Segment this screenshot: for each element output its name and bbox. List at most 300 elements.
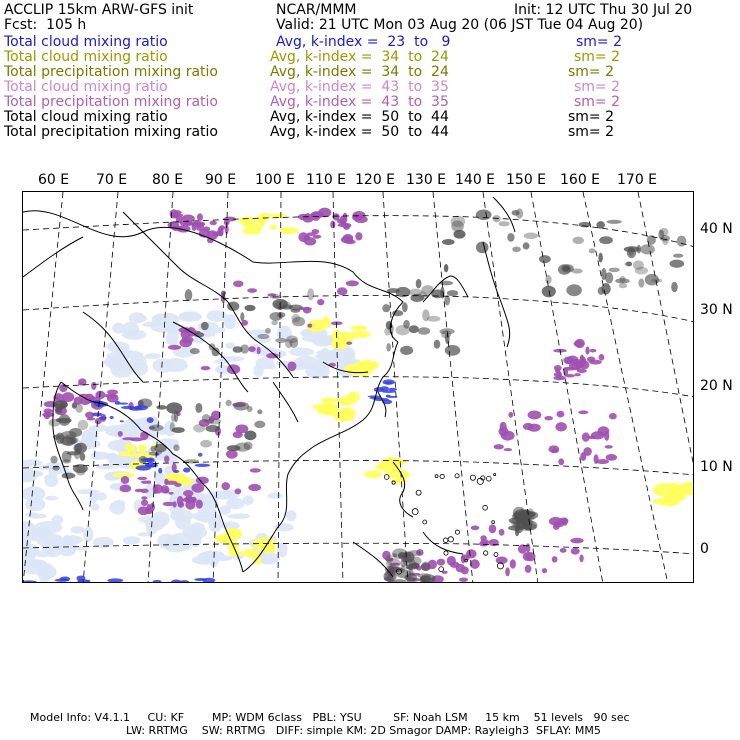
upper-cloud-blob	[505, 567, 510, 576]
legend-variable: Total cloud mixing ratio	[4, 34, 168, 50]
upper-cloud-blob	[499, 529, 505, 536]
light-field-blob	[113, 500, 125, 506]
legend-kindex: Avg, k-index = 50 to 44	[270, 109, 449, 125]
light-field-blob	[226, 498, 245, 509]
island-outline	[470, 475, 475, 480]
island-outline	[492, 521, 495, 524]
low-cloud-streak	[195, 464, 211, 467]
mid-cloud-blob	[332, 333, 339, 338]
legend-variable: Total precipitation mixing ratio	[4, 124, 218, 140]
deep-cloud-blob	[673, 254, 683, 258]
deep-cloud-blob	[291, 308, 301, 312]
upper-cloud-blob	[192, 221, 206, 227]
deep-cloud-blob	[285, 339, 293, 348]
graticule-line	[23, 543, 694, 554]
island-outline	[412, 509, 418, 515]
upper-cloud-blob	[570, 538, 583, 544]
deep-cloud-blob	[50, 456, 57, 464]
upper-cloud-blob	[191, 497, 196, 504]
mid-cloud-blob	[668, 488, 678, 494]
upper-cloud-blob	[504, 448, 513, 451]
upper-cloud-blob	[341, 223, 351, 228]
deep-cloud-blob	[606, 220, 621, 224]
mid-cloud-blob	[118, 452, 136, 456]
mid-cloud-blob	[375, 464, 389, 470]
upper-cloud-blob	[118, 431, 123, 437]
latitude-label: 40 N	[700, 221, 733, 237]
upper-cloud-blob	[585, 346, 589, 354]
deep-cloud-blob	[476, 242, 489, 254]
legend-kindex: Avg, k-index = 23 to 9	[276, 34, 451, 50]
deep-cloud-blob	[75, 443, 87, 454]
deep-cloud-blob	[54, 403, 63, 413]
low-cloud-streak	[183, 468, 190, 473]
legend-variable: Total cloud mixing ratio	[4, 49, 168, 65]
deep-cloud-blob	[240, 312, 244, 321]
light-field-blob	[289, 347, 314, 356]
graticule-line	[23, 295, 694, 322]
deep-cloud-blob	[571, 268, 582, 273]
mid-cloud-blob	[270, 225, 278, 230]
deep-cloud-blob	[498, 221, 509, 226]
upper-cloud-blob	[62, 392, 74, 402]
upper-cloud-blob	[287, 361, 296, 371]
upper-cloud-blob	[169, 492, 174, 495]
upper-cloud-blob	[459, 577, 468, 581]
deep-cloud-blob	[49, 419, 61, 427]
coastline	[23, 237, 83, 277]
low-cloud-streak	[92, 412, 102, 416]
upper-cloud-blob	[352, 214, 362, 220]
island-outline	[443, 538, 448, 543]
low-cloud-streak	[198, 453, 203, 457]
light-field-blob	[130, 354, 147, 367]
low-cloud-streak	[129, 407, 142, 411]
upper-cloud-blob	[235, 488, 242, 494]
deep-cloud-blob	[670, 260, 685, 268]
upper-cloud-blob	[523, 423, 534, 430]
coastline	[423, 532, 463, 554]
upper-cloud-blob	[303, 307, 311, 314]
upper-cloud-blob	[130, 437, 144, 441]
mid-cloud-blob	[337, 332, 355, 343]
light-field-blob	[164, 358, 188, 372]
deep-cloud-blob	[62, 459, 71, 463]
deep-cloud-blob	[658, 230, 664, 240]
mid-cloud-blob	[243, 220, 254, 229]
upper-cloud-blob	[580, 452, 586, 461]
deep-cloud-blob	[386, 558, 400, 568]
upper-cloud-blob	[596, 459, 609, 464]
light-field-blob	[122, 329, 147, 340]
upper-cloud-blob	[599, 354, 605, 361]
upper-cloud-blob	[542, 568, 547, 573]
island-outline	[440, 474, 444, 478]
upper-cloud-blob	[557, 371, 562, 379]
upper-cloud-blob	[207, 230, 218, 240]
mid-cloud-blob	[333, 411, 352, 422]
upper-cloud-blob	[528, 410, 542, 419]
light-field-blob	[198, 507, 216, 517]
deep-cloud-blob	[62, 473, 76, 479]
legend-variable: Total cloud mixing ratio	[4, 109, 168, 125]
deep-cloud-blob	[166, 402, 182, 413]
longitude-label: 150 E	[506, 172, 547, 188]
upper-cloud-blob	[494, 444, 504, 449]
upper-cloud-blob	[341, 236, 353, 243]
upper-cloud-blob	[479, 541, 488, 546]
deep-cloud-blob	[235, 442, 250, 451]
upper-cloud-blob	[183, 490, 194, 497]
deep-cloud-blob	[434, 340, 441, 349]
upper-cloud-blob	[544, 416, 553, 420]
light-field-blob	[91, 503, 99, 511]
longitude-label: 110 E	[306, 172, 347, 188]
deep-cloud-blob	[671, 282, 678, 292]
longitude-label: 60 E	[38, 172, 70, 188]
deep-cloud-blob	[516, 208, 523, 218]
light-field-blob	[123, 536, 141, 544]
low-cloud-streak	[115, 401, 121, 405]
deep-cloud-blob	[421, 562, 430, 572]
deep-cloud-blob	[524, 233, 538, 240]
light-field-blob	[274, 523, 294, 531]
upper-cloud-blob	[554, 522, 565, 528]
deep-cloud-blob	[511, 517, 521, 529]
deep-cloud-blob	[445, 345, 460, 356]
island-outline	[494, 474, 496, 476]
light-field-blob	[36, 526, 52, 540]
forecast-map	[22, 191, 694, 583]
upper-cloud-blob	[164, 455, 169, 462]
upper-cloud-blob	[304, 237, 316, 245]
deep-cloud-blob	[387, 288, 400, 293]
legend-smoothing: sm= 2	[568, 124, 615, 140]
upper-cloud-blob	[141, 499, 148, 506]
deep-cloud-blob	[150, 446, 156, 452]
deep-cloud-blob	[72, 402, 77, 408]
upper-cloud-blob	[191, 483, 204, 492]
deep-cloud-blob	[185, 289, 193, 301]
low-cloud-streak	[99, 416, 107, 419]
longitude-label: 170 E	[617, 172, 658, 188]
legend-kindex: Avg, k-index = 50 to 44	[270, 124, 449, 140]
island-outline	[444, 551, 448, 555]
mid-cloud-blob	[347, 392, 360, 402]
mid-cloud-blob	[653, 498, 676, 505]
mid-cloud-blob	[364, 470, 382, 478]
deep-cloud-blob	[427, 316, 441, 322]
upper-cloud-blob	[317, 299, 324, 305]
upper-cloud-blob	[247, 288, 257, 293]
upper-cloud-blob	[558, 458, 564, 465]
upper-cloud-blob	[456, 564, 465, 573]
upper-cloud-blob	[510, 559, 516, 568]
light-field-blob	[286, 510, 297, 521]
forecast-hour: Fcst: 105 h	[4, 17, 87, 33]
upper-cloud-blob	[104, 394, 117, 398]
deep-cloud-blob	[507, 233, 514, 242]
deep-cloud-blob	[170, 422, 175, 432]
upper-cloud-blob	[227, 364, 240, 374]
light-field-blob	[45, 496, 58, 501]
deep-cloud-blob	[539, 255, 551, 263]
island-outline	[494, 553, 498, 557]
longitude-label: 70 E	[96, 172, 128, 188]
deep-cloud-blob	[420, 576, 430, 582]
upper-cloud-blob	[605, 445, 613, 448]
light-field-blob	[25, 498, 45, 512]
upper-cloud-blob	[466, 549, 477, 558]
low-cloud-streak	[383, 379, 395, 384]
low-cloud-streak	[141, 458, 153, 462]
upper-cloud-blob	[248, 346, 256, 352]
deep-cloud-blob	[526, 526, 532, 531]
upper-cloud-blob	[43, 411, 50, 419]
upper-cloud-blob	[221, 482, 230, 490]
light-field-blob	[145, 517, 165, 531]
init-time: Init: 12 UTC Thu 30 Jul 20	[514, 2, 693, 18]
upper-cloud-blob	[196, 499, 203, 508]
graticule-line	[333, 192, 343, 583]
light-field-blob	[255, 357, 274, 369]
longitude-label: 130 E	[406, 172, 447, 188]
deep-cloud-blob	[149, 424, 164, 431]
deep-cloud-blob	[244, 305, 255, 311]
coastline	[273, 382, 298, 422]
deep-cloud-blob	[640, 244, 655, 254]
upper-cloud-blob	[164, 488, 170, 493]
low-cloud-streak	[147, 417, 154, 423]
upper-cloud-blob	[210, 221, 217, 226]
legend-smoothing: sm= 2	[576, 34, 623, 50]
deep-cloud-blob	[635, 267, 648, 275]
upper-cloud-blob	[563, 357, 573, 365]
island-outline	[486, 476, 491, 481]
institution-label: NCAR/MMM	[276, 2, 357, 18]
deep-cloud-blob	[476, 210, 492, 221]
deep-cloud-blob	[78, 420, 89, 430]
deep-cloud-blob	[201, 322, 209, 331]
upper-cloud-blob	[556, 411, 564, 418]
deep-cloud-blob	[275, 301, 291, 309]
upper-cloud-blob	[330, 221, 335, 229]
upper-cloud-blob	[141, 496, 147, 500]
deep-cloud-blob	[154, 443, 166, 452]
upper-cloud-blob	[508, 412, 513, 418]
upper-cloud-blob	[461, 554, 466, 563]
legend-variable: Total cloud mixing ratio	[4, 79, 168, 95]
mid-cloud-blob	[358, 361, 366, 373]
light-field-blob	[89, 425, 109, 432]
upper-cloud-blob	[226, 450, 238, 459]
deep-cloud-blob	[195, 403, 202, 413]
deep-cloud-blob	[624, 262, 632, 267]
deep-cloud-blob	[451, 220, 464, 232]
legend-kindex: Avg, k-index = 43 to 35	[270, 79, 449, 95]
low-cloud-streak	[380, 386, 389, 391]
upper-cloud-blob	[250, 468, 261, 472]
deep-cloud-blob	[418, 327, 431, 334]
light-field-blob	[166, 330, 179, 346]
island-outline	[484, 551, 488, 555]
legend-kindex: Avg, k-index = 34 to 24	[270, 64, 449, 80]
upper-cloud-blob	[571, 548, 580, 555]
low-cloud-streak	[153, 580, 162, 583]
light-field-blob	[90, 452, 110, 460]
low-cloud-streak	[173, 470, 179, 473]
upper-cloud-blob	[437, 559, 445, 566]
model-title: ACCLIP 15km ARW-GFS init	[4, 2, 194, 18]
upper-cloud-blob	[173, 501, 177, 507]
upper-cloud-blob	[145, 507, 153, 514]
upper-cloud-blob	[574, 341, 583, 347]
longitude-label: 140 E	[455, 172, 496, 188]
deep-cloud-blob	[258, 334, 270, 339]
upper-cloud-blob	[579, 360, 589, 369]
deep-cloud-blob	[400, 560, 407, 568]
upper-cloud-blob	[355, 232, 362, 240]
upper-cloud-blob	[248, 484, 261, 491]
coastline	[493, 197, 515, 232]
upper-cloud-blob	[574, 373, 581, 376]
light-field-blob	[170, 533, 196, 544]
mid-cloud-blob	[223, 535, 229, 545]
upper-cloud-blob	[78, 382, 82, 385]
upper-cloud-blob	[587, 436, 596, 439]
deep-cloud-blob	[409, 289, 422, 296]
low-cloud-streak	[120, 420, 124, 422]
mid-cloud-blob	[279, 227, 299, 234]
deep-cloud-blob	[416, 279, 422, 289]
model-info-line1: Model Info: V4.1.1 CU: KF MP: WDM 6class PBL: YSU SF: Noah LSM 15 km 51 levels 90 sec	[30, 711, 630, 724]
upper-cloud-blob	[137, 477, 147, 480]
upper-cloud-blob	[346, 280, 359, 286]
deep-cloud-blob	[421, 285, 434, 295]
longitude-label: 100 E	[255, 172, 296, 188]
light-field-blob	[24, 527, 33, 534]
deep-cloud-blob	[579, 222, 591, 228]
deep-cloud-blob	[407, 577, 416, 583]
low-cloud-streak	[60, 577, 71, 582]
longitude-label: 90 E	[205, 172, 237, 188]
light-field-blob	[227, 513, 251, 519]
upper-cloud-blob	[257, 347, 261, 355]
upper-cloud-blob	[552, 556, 558, 562]
deep-cloud-blob	[382, 304, 390, 312]
upper-cloud-blob	[555, 422, 567, 431]
legend-smoothing: sm= 2	[574, 94, 621, 110]
deep-cloud-blob	[254, 421, 265, 428]
deep-cloud-blob	[244, 430, 256, 440]
mid-cloud-blob	[137, 445, 147, 453]
upper-cloud-blob	[179, 339, 192, 348]
light-field-blob	[137, 532, 153, 536]
deep-cloud-blob	[205, 425, 219, 432]
light-field-blob	[179, 311, 201, 320]
light-field-blob	[23, 460, 43, 467]
legend-kindex: Avg, k-index = 34 to 24	[270, 49, 449, 65]
low-cloud-streak	[171, 579, 182, 583]
light-field-blob	[334, 356, 349, 366]
valid-time: Valid: 21 UTC Mon 03 Aug 20 (06 JST Tue 04 Aug 20)	[276, 17, 644, 33]
island-outline	[423, 520, 427, 524]
deep-cloud-blob	[628, 246, 634, 255]
deep-cloud-blob	[566, 284, 581, 296]
deep-cloud-blob	[400, 346, 413, 355]
deep-cloud-blob	[512, 246, 521, 252]
low-cloud-streak	[194, 578, 207, 581]
island-outline	[483, 505, 488, 510]
mid-cloud-blob	[228, 541, 239, 554]
light-field-blob	[267, 493, 282, 499]
light-field-blob	[51, 515, 63, 524]
mid-cloud-blob	[351, 325, 368, 331]
legend-kindex: Avg, k-index = 43 to 35	[270, 94, 449, 110]
deep-cloud-blob	[61, 431, 77, 439]
map-canvas	[23, 192, 694, 583]
deep-cloud-blob	[233, 402, 249, 411]
upper-cloud-blob	[197, 213, 203, 221]
upper-cloud-blob	[525, 565, 532, 573]
light-field-blob	[70, 526, 84, 534]
mid-cloud-blob	[258, 220, 265, 227]
deep-cloud-blob	[599, 236, 613, 244]
deep-cloud-blob	[619, 283, 627, 288]
deep-cloud-blob	[638, 278, 644, 287]
island-outline	[448, 537, 453, 542]
island-outline	[439, 567, 444, 572]
upper-cloud-blob	[560, 548, 567, 553]
deep-cloud-blob	[412, 563, 420, 569]
longitude-label: 160 E	[560, 172, 601, 188]
deep-cloud-blob	[307, 288, 314, 300]
deep-cloud-blob	[444, 295, 450, 305]
deep-cloud-blob	[200, 440, 212, 448]
deep-cloud-blob	[573, 237, 584, 244]
light-field-blob	[212, 556, 231, 561]
deep-cloud-blob	[402, 302, 408, 312]
deep-cloud-blob	[589, 248, 595, 253]
upper-cloud-blob	[554, 365, 562, 371]
legend-variable: Total precipitation mixing ratio	[4, 64, 218, 80]
legend-smoothing: sm= 2	[574, 79, 621, 95]
island-outline	[435, 475, 438, 478]
deep-cloud-blob	[190, 348, 200, 354]
upper-cloud-blob	[498, 427, 508, 436]
deep-cloud-blob	[173, 444, 179, 451]
deep-cloud-blob	[523, 242, 530, 249]
longitude-label: 120 E	[355, 172, 396, 188]
graticule-line	[83, 192, 118, 583]
deep-cloud-blob	[80, 453, 86, 461]
low-cloud-streak	[23, 580, 37, 583]
deep-cloud-blob	[386, 343, 391, 351]
mid-cloud-blob	[253, 555, 262, 565]
upper-cloud-blob	[579, 555, 583, 563]
upper-cloud-blob	[307, 324, 312, 328]
upper-cloud-blob	[548, 445, 559, 453]
legend-smoothing: sm= 2	[574, 49, 621, 65]
upper-cloud-blob	[590, 349, 597, 353]
graticule-line	[433, 192, 473, 583]
deep-cloud-blob	[598, 253, 602, 263]
low-cloud-streak	[155, 453, 160, 456]
upper-cloud-blob	[177, 496, 184, 506]
deep-cloud-blob	[257, 409, 262, 414]
upper-cloud-blob	[121, 476, 130, 484]
latitude-label: 30 N	[700, 302, 733, 318]
